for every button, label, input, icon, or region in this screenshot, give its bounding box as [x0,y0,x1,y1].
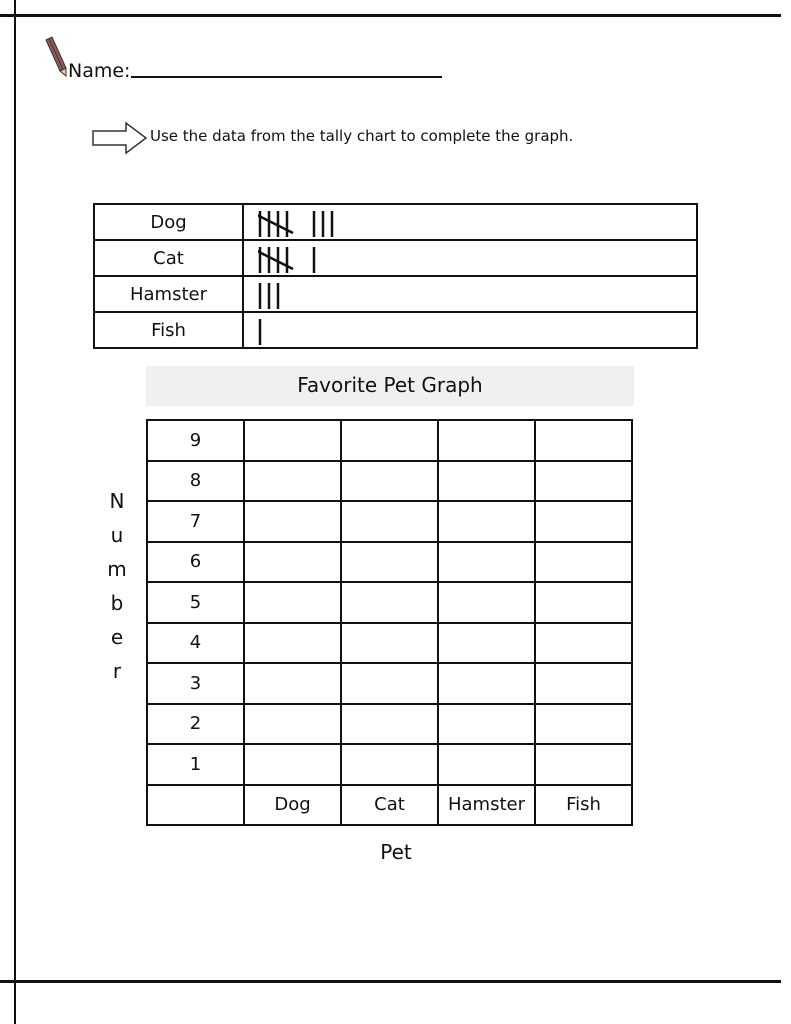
graph-cell[interactable] [244,501,341,542]
graph-cell[interactable] [341,623,438,664]
name-field[interactable] [131,76,442,78]
graph-cell[interactable] [341,420,438,461]
y-axis-label [104,484,130,688]
graph-cell[interactable] [535,461,632,502]
graph-row [147,420,632,461]
tally-marks [258,243,418,275]
y-axis-letter: u [110,523,124,547]
graph-cell[interactable] [535,623,632,664]
graph-row [147,582,632,623]
x-category-label: Dog [244,785,341,826]
y-tick-label: 3 [147,663,244,704]
tally-row [94,312,697,348]
graph-cell[interactable] [535,582,632,623]
instruction-text: Use the data from the tally chart to complete the graph. [150,127,574,145]
y-axis-letter: m [107,557,127,581]
tally-row [94,276,697,312]
graph-row [147,744,632,785]
graph-cell[interactable] [535,744,632,785]
graph-cell[interactable] [438,744,535,785]
graph-cell[interactable] [535,501,632,542]
tally-marks [258,207,418,239]
pencil-icon [40,36,70,78]
graph-row [147,461,632,502]
tally-pet-label: Dog [94,204,243,240]
tally-marks-cell [243,240,697,276]
graph-cell[interactable] [535,542,632,583]
tally-row [94,204,697,240]
graph-cell[interactable] [341,461,438,502]
graph-cell[interactable] [438,542,535,583]
graph-row [147,704,632,745]
graph-row [147,542,632,583]
graph-cell[interactable] [438,704,535,745]
graph-cell[interactable] [341,663,438,704]
tally-chart [93,203,698,349]
graph-cell[interactable] [244,663,341,704]
graph-cell[interactable] [438,501,535,542]
tally-pet-label: Cat [94,240,243,276]
graph-cell[interactable] [535,420,632,461]
bottom-rule [0,980,781,983]
y-tick-label: 2 [147,704,244,745]
pet-graph-grid [146,419,633,826]
graph-cell[interactable] [341,542,438,583]
graph-row [147,623,632,664]
graph-cell[interactable] [244,461,341,502]
x-axis-label: Pet [380,840,412,864]
y-tick-label: 1 [147,744,244,785]
graph-cell[interactable] [535,663,632,704]
graph-cell[interactable] [244,704,341,745]
graph-cell[interactable] [341,582,438,623]
x-category-label: Cat [341,785,438,826]
graph-title-bar [146,366,634,406]
margin-line [14,0,16,1024]
graph-cell[interactable] [341,704,438,745]
y-tick-label: 6 [147,542,244,583]
graph-cell[interactable] [438,461,535,502]
graph-cell[interactable] [341,501,438,542]
x-category-row [147,785,632,826]
graph-cell[interactable] [438,623,535,664]
graph-cell[interactable] [438,582,535,623]
tally-marks [258,315,418,347]
graph-cell[interactable] [438,663,535,704]
y-tick-label: 4 [147,623,244,664]
graph-row [147,663,632,704]
graph-cell[interactable] [244,623,341,664]
name-label: Name: [68,60,131,82]
graph-cell[interactable] [438,420,535,461]
y-axis-letter: r [112,659,122,683]
y-axis-letter: N [109,489,125,513]
y-tick-label: 7 [147,501,244,542]
graph-title: Favorite Pet Graph [297,373,483,397]
graph-cell[interactable] [244,582,341,623]
tally-marks-cell [243,204,697,240]
arrow-right-icon [92,121,148,155]
y-axis-letter: e [110,625,124,649]
y-tick-label: 8 [147,461,244,502]
graph-cell[interactable] [244,420,341,461]
tally-pet-label: Hamster [94,276,243,312]
graph-cell[interactable] [244,744,341,785]
tally-marks-cell [243,276,697,312]
y-tick-label: 9 [147,420,244,461]
graph-cell[interactable] [341,744,438,785]
top-rule [0,14,781,17]
graph-cell[interactable] [244,542,341,583]
tally-marks-cell [243,312,697,348]
tally-marks [258,279,418,311]
graph-row [147,501,632,542]
graph-cell[interactable] [535,704,632,745]
y-axis-letter: b [110,591,124,615]
tally-row [94,240,697,276]
x-category-label: Fish [535,785,632,826]
graph-corner-cell [147,785,244,826]
tally-pet-label: Fish [94,312,243,348]
x-category-label: Hamster [438,785,535,826]
y-tick-label: 5 [147,582,244,623]
